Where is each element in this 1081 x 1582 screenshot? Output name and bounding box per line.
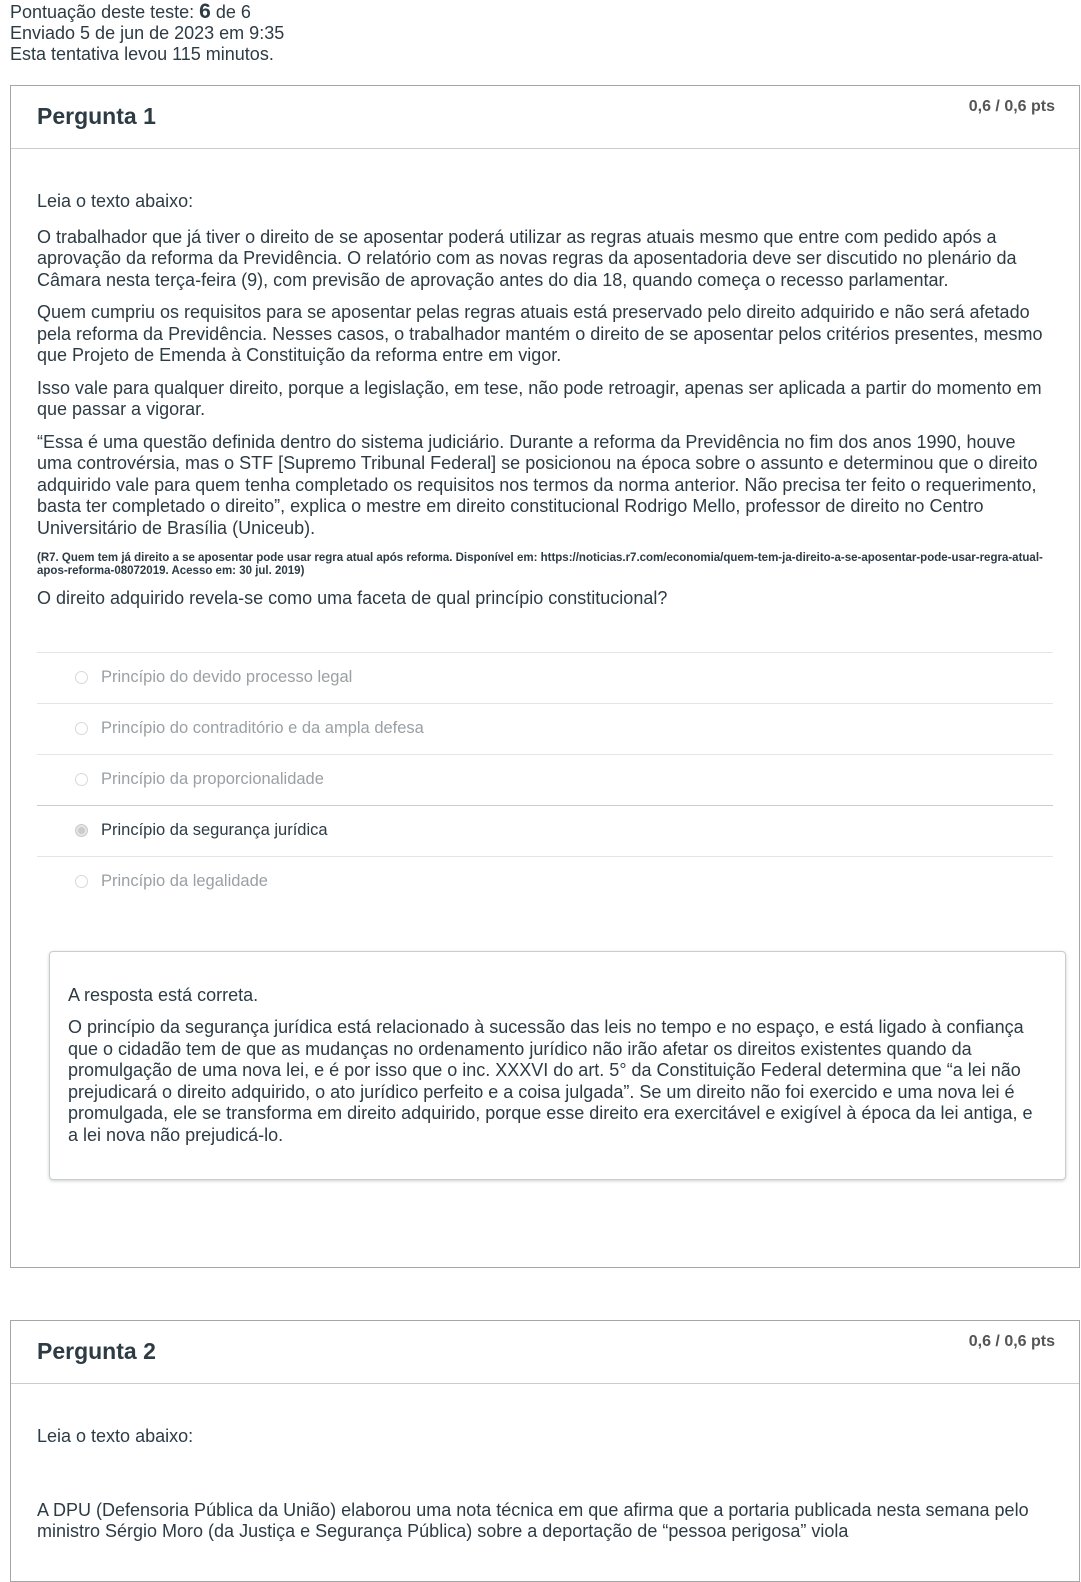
answer-option[interactable]: Princípio do contraditório e da ampla defesa	[37, 703, 1053, 754]
question-body	[11, 1384, 1079, 1543]
score-value: 6	[199, 0, 211, 23]
answer-option-selected[interactable]: Princípio da segurança jurídica	[37, 805, 1053, 856]
quiz-summary	[10, 1, 284, 65]
question-intro: Leia o texto abaixo:	[37, 191, 194, 211]
answer-list	[37, 652, 1053, 907]
radio-button-selected[interactable]	[75, 824, 88, 837]
score-line: Pontuação deste teste: 6 de 6	[10, 0, 251, 23]
radio-button[interactable]	[75, 671, 88, 684]
feedback-status: A resposta está correta.	[68, 984, 259, 1005]
answer-option[interactable]: Princípio da proporcionalidade	[37, 754, 1053, 805]
question-2	[10, 1320, 1080, 1582]
answer-option[interactable]: Princípio do devido processo legal	[37, 652, 1053, 703]
question-title: Pergunta 1	[37, 103, 156, 129]
question-body	[11, 149, 1079, 1180]
question-prompt: O direito adquirido revela-se como uma faceta de qual princípio constitucional?	[37, 588, 668, 608]
question-paragraph: “Essa é uma questão definida dentro do sistema judiciário. Durante a reforma da Previdência no fim dos anos 1990, houve uma controvérsia, mas o STF [Supremo Tribunal Federal] se posicionou na época sobre o assunto e determinou que o direito adquirido vale para quem tenha completado os requisitos nos termos da norma anterior. Não precisa ter feito o requerimento, basta ter completado o direito”, explica o mestre em direito constitucional Rodrigo Mello, professor de direito no Centro Universitário de Brasília (Uniceub).	[37, 431, 1038, 538]
radio-button[interactable]	[75, 722, 88, 735]
question-header	[11, 86, 1079, 149]
question-points: 0,6 / 0,6 pts	[968, 1333, 1055, 1350]
question-1	[10, 85, 1080, 1268]
question-paragraph: A DPU (Defensoria Pública da União) elaborou uma nota técnica em que afirma que a portaria publicada nesta semana pelo ministro Sérgio Moro (da Justiça e Segurança Pública) sobre a deportação de “pessoa perigosa” viola	[37, 1499, 1029, 1541]
citation: (R7. Quem tem já direito a se aposentar pode usar regra atual após reforma. Disponível em: https://noticias.r7.com/economia/quem-tem-ja-direito-a-se-aposentar-pode-usar-regra-atual-apos-reforma-08072019. Acesso em: 30 jul. 2019)	[37, 552, 1043, 577]
attempt-duration: Esta tentativa levou 115 minutos.	[10, 44, 274, 64]
feedback-text: O princípio da segurança jurídica está relacionado à sucessão das leis no tempo e no espaço, e está ligado à confiança que o cidadão tem de que as mudanças no ordenamento jurídico não irão afetar os direitos existentes quando da promulgação de uma nova lei, e é por isso que o inc. XXXVI do art. 5° da Constituição Federal determina que “a lei não prejudicará o direito adquirido, o ato jurídico perfeito e a coisa julgada”. Se um direito não foi exercido e uma nova lei é promulgada, ele se transforma em direito adquirido, porque esse direito era exercitável e exigível à época da lei antiga, e a lei nova não prejudicá-lo.	[68, 1017, 1033, 1145]
question-points: 0,6 / 0,6 pts	[968, 98, 1055, 115]
radio-button[interactable]	[75, 773, 88, 786]
feedback-box	[49, 951, 1066, 1181]
submitted-date: Enviado 5 de jun de 2023 em 9:35	[10, 23, 285, 43]
question-paragraph: O trabalhador que já tiver o direito de se aposentar poderá utilizar as regras atuais mesmo que entre com pedido após a aprovação da reforma da Previdência. O relatório com as novas regras da aposentadoria deve ser discutido no plenário da Câmara nesta terça-feira (9), com previsão de aprovação antes do dia 18, quando começa o recesso parlamentar.	[37, 226, 1017, 290]
question-header	[11, 1321, 1079, 1384]
answer-option[interactable]: Princípio da legalidade	[37, 856, 1053, 907]
radio-button[interactable]	[75, 875, 88, 888]
question-intro: Leia o texto abaixo:	[37, 1426, 194, 1446]
question-paragraph: Quem cumpriu os requisitos para se aposentar pelas regras atuais está preservado pelo direito adquirido e não será afetado pela reforma da Previdência. Nesses casos, o trabalhador mantém o direito de se aposentar pelos critérios presentes, mesmo que Projeto de Emenda à Constituição da reforma entre em vigor.	[37, 302, 1043, 365]
question-title: Pergunta 2	[37, 1338, 156, 1364]
question-paragraph: Isso vale para qualquer direito, porque a legislação, em tese, não pode retroagir, apenas ser aplicada a partir do momento em que passar a vigorar.	[37, 377, 1042, 419]
